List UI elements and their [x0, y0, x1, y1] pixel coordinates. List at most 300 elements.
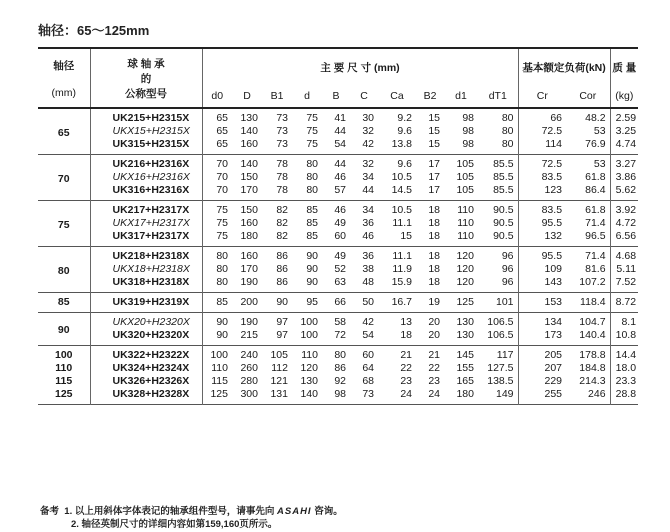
value-cell: 121	[270, 375, 288, 387]
col-Cr: Cr	[536, 90, 548, 102]
value-cell: 190	[240, 276, 258, 288]
value-cell: 73	[276, 112, 288, 124]
value-cell: 65	[216, 112, 228, 124]
value-cell: 170	[240, 263, 258, 275]
value-cell: 85	[306, 217, 318, 229]
shaft-group	[38, 346, 638, 405]
value-cell: 78	[276, 158, 288, 170]
shaft-group	[38, 293, 638, 313]
note-2: 2. 轴径英制尺寸的详细内容如第159,160页所示。	[71, 519, 278, 530]
value-cell: 70	[216, 184, 228, 196]
value-cell: 68	[362, 375, 374, 387]
value-cell: 106.5	[478, 329, 518, 346]
value-cell: 10.5	[391, 204, 412, 216]
value-cell: 110	[301, 349, 318, 361]
shaft-size: 100	[38, 346, 90, 363]
col-B: B	[332, 90, 340, 102]
value-cell: 98	[462, 112, 474, 124]
value-cell: 178.8	[566, 346, 610, 363]
value-cell: 72.5	[541, 125, 563, 137]
value-cell: 9.6	[397, 158, 412, 170]
value-cell: 23	[400, 375, 412, 387]
value-cell: 190	[240, 316, 258, 328]
bearing-model: UKX15+H2315X	[90, 125, 202, 138]
value-cell: 3.92	[615, 204, 637, 216]
value-cell: 72	[334, 329, 346, 341]
value-cell: 83.5	[541, 204, 563, 216]
model-header: 球 轴 承 的 公称型号	[90, 48, 202, 108]
value-cell: 82	[276, 204, 288, 216]
shaft-size: 75	[38, 201, 90, 247]
value-cell: 96	[478, 247, 518, 264]
bearing-model: UK320+H2320X	[90, 329, 202, 346]
value-cell: 85.5	[478, 171, 518, 184]
value-cell: 180	[240, 230, 258, 242]
value-cell: 66	[550, 112, 563, 124]
bearing-model: UK215+H2315X	[90, 108, 202, 125]
value-cell: 140	[240, 158, 258, 170]
value-cell: 65	[216, 125, 228, 137]
value-cell: 44	[362, 184, 374, 196]
value-cell: 15.9	[391, 276, 412, 288]
value-cell: 21	[400, 349, 412, 361]
shaft-size: 115	[38, 375, 90, 388]
value-cell: 155	[456, 362, 474, 374]
bearing-spec-table	[38, 47, 638, 405]
value-cell: 86	[334, 362, 346, 374]
value-cell: 115	[211, 375, 228, 387]
value-cell: 58	[334, 316, 346, 328]
table-header	[38, 48, 638, 108]
value-cell: 90.5	[478, 217, 518, 230]
value-cell: 52	[334, 263, 346, 275]
value-cell: 90	[216, 329, 228, 341]
value-cell: 61.8	[566, 201, 610, 218]
value-cell: 130	[300, 375, 318, 387]
value-cell: 165	[456, 375, 474, 387]
col-dT1: dT1	[478, 85, 518, 108]
value-cell: 16.7	[391, 296, 412, 308]
value-cell: 170	[240, 184, 258, 196]
load-header: 基本额定负荷(kN)	[518, 48, 610, 85]
table-row	[38, 375, 638, 388]
value-cell: 54	[334, 138, 346, 150]
table-row	[38, 201, 638, 218]
value-cell: 120	[456, 250, 474, 262]
bearing-model: UK316+H2316X	[90, 184, 202, 201]
value-cell: 80	[216, 276, 228, 288]
table-row	[38, 329, 638, 346]
shaft-group	[38, 201, 638, 247]
mass-unit: (kg)	[615, 90, 634, 102]
value-cell: 32	[362, 125, 374, 137]
value-cell: 54	[362, 329, 374, 341]
value-cell: 118.4	[566, 293, 610, 313]
table-row	[38, 155, 638, 172]
value-cell: 106.5	[478, 313, 518, 330]
value-cell: 80	[478, 108, 518, 125]
value-cell: 86	[276, 250, 288, 262]
value-cell: 23.3	[615, 375, 637, 387]
value-cell: 42	[362, 138, 374, 150]
bearing-model: UK322+H2322X	[90, 346, 202, 363]
bearing-model: UK217+H2317X	[90, 201, 202, 218]
dims-header: 主 要 尺 寸 (mm)	[202, 48, 518, 85]
value-cell: 130	[456, 329, 474, 341]
value-cell: 173	[544, 329, 563, 341]
bearing-model: UK216+H2316X	[90, 155, 202, 172]
shaft-size: 80	[38, 247, 90, 293]
value-cell: 101	[478, 293, 518, 313]
value-cell: 95.5	[541, 250, 563, 262]
shaft-size: 125	[38, 388, 90, 405]
value-cell: 80	[216, 263, 228, 275]
value-cell: 34	[362, 204, 374, 216]
value-cell: 200	[240, 296, 258, 308]
table-row	[38, 217, 638, 230]
value-cell: 4.74	[615, 138, 637, 150]
value-cell: 98	[462, 138, 474, 150]
table-row	[38, 230, 638, 247]
value-cell: 7.52	[615, 276, 637, 288]
bearing-model: UK319+H2319X	[90, 293, 202, 313]
value-cell: 85.5	[478, 184, 518, 201]
value-cell: 14.4	[615, 349, 637, 361]
value-cell: 18	[428, 230, 440, 242]
shaft-group	[38, 108, 638, 155]
table-row	[38, 263, 638, 276]
value-cell: 11.1	[392, 250, 412, 262]
value-cell: 184.8	[566, 362, 610, 375]
value-cell: 66	[334, 296, 346, 308]
value-cell: 10.5	[391, 171, 412, 183]
value-cell: 105	[456, 171, 474, 183]
value-cell: 19	[428, 296, 440, 308]
bearing-model: UK324+H2324X	[90, 362, 202, 375]
value-cell: 53	[566, 125, 610, 138]
value-cell: 150	[240, 204, 258, 216]
value-cell: 70	[216, 171, 228, 183]
col-Cor: Cor	[566, 85, 610, 108]
value-cell: 18	[428, 217, 440, 229]
table-row	[38, 362, 638, 375]
value-cell: 32	[362, 158, 374, 170]
value-cell: 9.2	[397, 112, 412, 124]
value-cell: 114	[545, 138, 563, 150]
value-cell: 97	[276, 316, 288, 328]
table-row	[38, 276, 638, 293]
value-cell: 28.8	[615, 388, 637, 400]
value-cell: 86	[276, 276, 288, 288]
value-cell: 83.5	[541, 171, 563, 183]
value-cell: 3.25	[615, 125, 637, 137]
value-cell: 80	[478, 138, 518, 155]
value-cell: 2.59	[615, 112, 637, 124]
asahi-logo: ASAHI	[277, 506, 312, 517]
value-cell: 150	[240, 171, 258, 183]
bearing-model: UKX17+H2317X	[90, 217, 202, 230]
value-cell: 73	[276, 125, 288, 137]
value-cell: 75	[306, 138, 318, 150]
value-cell: 18	[428, 250, 440, 262]
value-cell: 97	[276, 329, 288, 341]
value-cell: 17	[428, 158, 440, 170]
value-cell: 117	[478, 346, 518, 363]
bearing-model: UKX16+H2316X	[90, 171, 202, 184]
shaft-size: 70	[38, 155, 90, 201]
table-row	[38, 184, 638, 201]
bearing-model: UK318+H2318X	[90, 276, 202, 293]
value-cell: 15	[428, 112, 440, 124]
value-cell: 22	[428, 362, 440, 374]
value-cell: 75	[216, 204, 228, 216]
value-cell: 205	[544, 349, 563, 361]
value-cell: 85	[306, 230, 318, 242]
table-row	[38, 138, 638, 155]
value-cell: 100	[300, 316, 318, 328]
value-cell: 120	[300, 362, 318, 374]
value-cell: 125	[456, 296, 474, 308]
value-cell: 78	[276, 184, 288, 196]
value-cell: 75	[216, 230, 228, 242]
table-row	[38, 313, 638, 330]
value-cell: 44	[334, 158, 346, 170]
value-cell: 34	[362, 171, 374, 183]
value-cell: 81.6	[566, 263, 610, 276]
value-cell: 80	[478, 125, 518, 138]
shaft-size: 110	[38, 362, 90, 375]
value-cell: 13.8	[391, 138, 412, 150]
table-row	[38, 293, 638, 313]
value-cell: 260	[240, 362, 258, 374]
value-cell: 75	[306, 112, 318, 124]
value-cell: 140.4	[566, 329, 610, 346]
value-cell: 130	[240, 112, 258, 124]
bearing-model: UKX20+H2320X	[90, 313, 202, 330]
value-cell: 11.1	[392, 217, 412, 229]
value-cell: 3.86	[615, 171, 637, 183]
bearing-model: UK315+H2315X	[90, 138, 202, 155]
table-row	[38, 388, 638, 405]
value-cell: 109	[544, 263, 563, 275]
value-cell: 110	[211, 362, 228, 374]
value-cell: 80	[334, 349, 346, 361]
value-cell: 53	[566, 155, 610, 172]
value-cell: 96	[478, 263, 518, 276]
value-cell: 36	[362, 217, 374, 229]
value-cell: 30	[362, 112, 374, 124]
value-cell: 44	[334, 125, 346, 137]
value-cell: 153	[544, 296, 563, 308]
note-1: 备考 1. 以上用斜体字体表记的轴承组件型号，请事先向 ASAHI 咨询。	[40, 506, 343, 517]
col-Ca: Ca	[390, 90, 404, 102]
value-cell: 80	[216, 250, 228, 262]
value-cell: 38	[362, 263, 374, 275]
col-d0: d0	[211, 90, 224, 102]
value-cell: 48	[362, 276, 374, 288]
table-row	[38, 125, 638, 138]
value-cell: 123	[544, 184, 563, 196]
value-cell: 90	[306, 276, 318, 288]
value-cell: 80	[306, 171, 318, 183]
shaft-header: 轴径 (mm)	[38, 48, 90, 108]
value-cell: 24	[400, 388, 412, 400]
value-cell: 18	[428, 263, 440, 275]
table-row	[38, 108, 638, 125]
value-cell: 5.62	[615, 184, 637, 196]
value-cell: 15	[428, 138, 440, 150]
value-cell: 57	[334, 184, 346, 196]
note-label: 备考	[40, 506, 60, 517]
value-cell: 78	[276, 171, 288, 183]
value-cell: 160	[240, 217, 258, 229]
value-cell: 98	[462, 125, 474, 137]
value-cell: 246	[566, 388, 610, 405]
value-cell: 15	[400, 230, 412, 242]
value-cell: 160	[240, 138, 258, 150]
value-cell: 82	[276, 217, 288, 229]
value-cell: 46	[334, 204, 346, 216]
value-cell: 48.2	[566, 108, 610, 125]
value-cell: 73	[362, 388, 374, 400]
value-cell: 138.5	[478, 375, 518, 388]
col-d1: d1	[455, 90, 467, 102]
value-cell: 90	[306, 250, 318, 262]
value-cell: 140	[240, 125, 258, 137]
value-cell: 86.4	[566, 184, 610, 201]
value-cell: 18	[400, 329, 412, 341]
value-cell: 18.0	[615, 362, 637, 374]
value-cell: 110	[457, 230, 474, 242]
value-cell: 20	[428, 329, 440, 341]
value-cell: 65	[216, 138, 228, 150]
col-B1: B1	[270, 90, 284, 102]
value-cell: 11.9	[392, 263, 412, 275]
value-cell: 100	[300, 329, 318, 341]
value-cell: 73	[276, 138, 288, 150]
value-cell: 61.8	[566, 171, 610, 184]
shaft-size: 90	[38, 313, 90, 346]
value-cell: 8.1	[621, 316, 637, 328]
value-cell: 90.5	[478, 201, 518, 218]
value-cell: 149	[478, 388, 518, 405]
col-d: d	[304, 90, 310, 102]
value-cell: 71.4	[566, 217, 610, 230]
value-cell: 100	[210, 349, 228, 361]
value-cell: 42	[362, 316, 374, 328]
value-cell: 127.5	[478, 362, 518, 375]
value-cell: 300	[240, 388, 258, 400]
value-cell: 207	[544, 362, 563, 374]
value-cell: 75	[216, 217, 228, 229]
value-cell: 63	[334, 276, 346, 288]
value-cell: 215	[240, 329, 258, 341]
value-cell: 105	[456, 158, 474, 170]
value-cell: 95	[306, 296, 318, 308]
value-cell: 17	[428, 171, 440, 183]
value-cell: 60	[362, 349, 374, 361]
value-cell: 71.4	[566, 247, 610, 264]
value-cell: 214.3	[566, 375, 610, 388]
value-cell: 110	[457, 217, 474, 229]
value-cell: 104.7	[566, 313, 610, 330]
bearing-model: UK317+H2317X	[90, 230, 202, 247]
value-cell: 143	[544, 276, 563, 288]
value-cell: 76.9	[566, 138, 610, 155]
value-cell: 120	[456, 263, 474, 275]
value-cell: 46	[362, 230, 374, 242]
value-cell: 5.11	[616, 263, 637, 275]
value-cell: 145	[456, 349, 474, 361]
value-cell: 110	[457, 204, 474, 216]
value-cell: 46	[334, 171, 346, 183]
value-cell: 82	[276, 230, 288, 242]
value-cell: 10.8	[615, 329, 637, 341]
value-cell: 85.5	[478, 155, 518, 172]
value-cell: 4.68	[615, 250, 637, 262]
value-cell: 96.5	[566, 230, 610, 247]
value-cell: 8.72	[615, 296, 637, 308]
value-cell: 49	[334, 250, 346, 262]
value-cell: 80	[306, 184, 318, 196]
value-cell: 75	[306, 125, 318, 137]
value-cell: 49	[334, 217, 346, 229]
value-cell: 14.5	[391, 184, 412, 196]
value-cell: 86	[276, 263, 288, 275]
value-cell: 90	[276, 296, 288, 308]
value-cell: 85	[306, 204, 318, 216]
col-B2: B2	[423, 90, 437, 102]
value-cell: 50	[362, 296, 374, 308]
value-cell: 4.72	[615, 217, 637, 229]
value-cell: 96	[478, 276, 518, 293]
value-cell: 13	[400, 316, 412, 328]
value-cell: 134	[544, 316, 563, 328]
table-row	[38, 247, 638, 264]
bearing-model: UKX18+H2318X	[90, 263, 202, 276]
shaft-size: 85	[38, 293, 90, 313]
value-cell: 120	[456, 276, 474, 288]
value-cell: 90	[306, 263, 318, 275]
shaft-group	[38, 313, 638, 346]
shaft-size: 65	[38, 108, 90, 155]
value-cell: 92	[334, 375, 346, 387]
value-cell: 105	[270, 349, 288, 361]
value-cell: 20	[428, 316, 440, 328]
table-row	[38, 346, 638, 363]
value-cell: 229	[544, 375, 563, 387]
value-cell: 18	[428, 204, 440, 216]
value-cell: 112	[271, 362, 288, 374]
page-title: 轴径：65～125mm	[38, 23, 150, 38]
bearing-model: UK218+H2318X	[90, 247, 202, 264]
value-cell: 18	[428, 276, 440, 288]
value-cell: 36	[362, 250, 374, 262]
value-cell: 64	[362, 362, 374, 374]
value-cell: 9.6	[397, 125, 412, 137]
value-cell: 3.27	[615, 158, 637, 170]
value-cell: 131	[270, 388, 288, 400]
value-cell: 90	[216, 316, 228, 328]
table-row	[38, 171, 638, 184]
value-cell: 130	[456, 316, 474, 328]
value-cell: 98	[334, 388, 346, 400]
bearing-model: UK326+H2326X	[90, 375, 202, 388]
value-cell: 41	[334, 112, 346, 124]
col-C: C	[360, 90, 368, 102]
mass-header: 质 量	[612, 61, 637, 74]
value-cell: 90.5	[478, 230, 518, 247]
